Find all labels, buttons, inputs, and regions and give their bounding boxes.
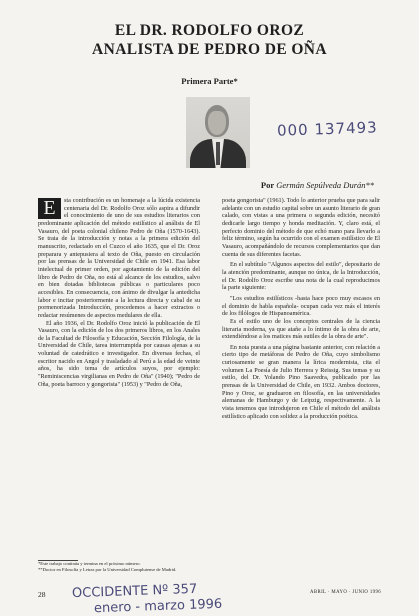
body-paragraph: En el subtítulo "Algunos aspectos del estilo", depositario de la atención predominante, aunque no única, de la Introducción, el Dr. Rodolfo Oroz escribe una nota de la cual reproducimos la parte siguiente: xyxy=(222,261,380,292)
body-column-right xyxy=(222,197,380,420)
issue-date-footer: ABRIL · MAYO · JUNIO 1996 xyxy=(310,590,382,595)
body-paragraph: El año 1936, el Dr. Rodolfo Oroz inició la publicación de El Vasauro, con la edición de los dos primeros libros, en los Anales de la Facultad de Filosofía y Educación, Sección Filología, de la Universidad de Chile, tarea interrumpida por causas ajenas a su voluntad de catedrático e investigador. En diversas fechas, el escritor nacido en Angol y trasladado al Perú a la edad de veinte años, ha sido tema de artículos suyos, por ejemplo: "Reminiscencias virgilianas en Pedro de Oña" (1940); "Pedro de Oña, poeta barroco y gongorista" (1953) y "Pedro de Oña, xyxy=(38,319,200,388)
drop-cap: E xyxy=(38,198,61,219)
body-paragraph xyxy=(38,197,200,320)
body-column-left xyxy=(38,197,200,388)
article-title-line-2: ANALISTA DE PEDRO DE OÑA xyxy=(92,41,327,58)
author-byline xyxy=(0,180,374,190)
footnotes xyxy=(38,561,202,574)
footnote: *Este trabajo continúa y termina en el próximo número. xyxy=(38,561,141,566)
quoted-paragraph: "Los estudios estilísticos -hasta hace poco muy escasos en el dominio de habla española- ocupan cada vez más el interés de los filólogos de Hispanoamérica. xyxy=(222,294,380,318)
paragraph-text: sta contribución es un homenaje a la lúcida existencia centenaria del Dr. Rodolfo Oroz sólo aspira a difundir el conocimiento de uno de sus estudios literarios con predominante aplicación del método estilístico al análisis de El Vasauro, del poeta colonial chileno Pedro de Oña (1570-1643). Se trata de la introducción y notas a la primera edición del manuscrito, redactado en el Cuzco el año 1635, que el Dr. Oroz preparara y antepusiera al texto de Oña, puesto en circulación por las prensas de la Universidad de Chile en 1941. Esa labor intelectual de primer orden, por agotamiento de la edición del libro de Pedro de Oña, no está al alcance de los estudios, salvo en bien dotadas bibliotecas públicas o particulares poco accesibles. En consecuencia, con ánimo de divulgar la antedicha labor e incitar posteriormente a la lectura directa y cabal de su pormenorizada Introducción, procedemos a hacer extractos o redactar resúmenes de aspectos medulares de ella. xyxy=(38,197,200,319)
portrait-face xyxy=(208,111,226,135)
body-paragraph: En nota puesta a una página bastante anterior, con relación a cierto tipo de metáforas de Pedro de Oña, cuyo simbolismo curiosamente se gran manera la lírica modernista, cita el volumen La Poesía de Julio Herrera y Reissig. Sus temas y su estilo, del Dr. Yolando Pino Saavedra, publicado por las prensas de la Universidad de Chile, en 1932. Ambos doctores, Pino y Oroz, se graduaron en filosofía, en las universidades alemanas de Hamburgo y de Leipzig, respectivamente. A la vista tenemos que introdujeron en Chile el método del análisis estilístico aplicado con solidez a la producción poética. xyxy=(222,343,380,420)
article-subtitle: Primera Parte* xyxy=(181,76,238,86)
body-paragraph: poeta gongorista" (1961). Todo lo anterior prueba que para salir adelante con un estudio capital sobre un asunto literario de gran calado, con vistas a una primera o segunda edición, necesitó dedicarle largo tiempo y honda meditación. Y, claro está, el perfecto dominio del método de que echó mano para llevarlo a feliz término, según ha ocurrido con el examen estilístico de El Vasauro, acompañándolo de recursos complementarios que dan cuenta de sus diferentes facetas. xyxy=(222,197,380,258)
handwritten-journal-note: OCCIDENTE Nº 357 xyxy=(71,581,198,602)
author-name: Germán Sepúlveda Durán** xyxy=(276,180,374,190)
article-title-line-1: EL DR. RODOLFO OROZ xyxy=(114,22,305,39)
handwritten-catalog-number: 000 137493 xyxy=(276,118,378,140)
author-by-label: Por xyxy=(260,180,275,190)
quoted-paragraph: Es el estilo uno de los conceptos centrales de la ciencia literaria moderna, ya que atañe a lo íntimo de la obra de arte, extendiéndose a los matices más sutiles de la obra de arte". xyxy=(222,317,380,341)
author-portrait-photo xyxy=(186,97,250,168)
footnote: **Doctor en Filosofía y Letras por la Universidad Complutense de Madrid. xyxy=(38,567,177,573)
portrait-tie xyxy=(216,142,220,165)
handwritten-date-note: enero - marzo 1996 xyxy=(93,596,223,616)
page-number: 28 xyxy=(38,590,46,599)
